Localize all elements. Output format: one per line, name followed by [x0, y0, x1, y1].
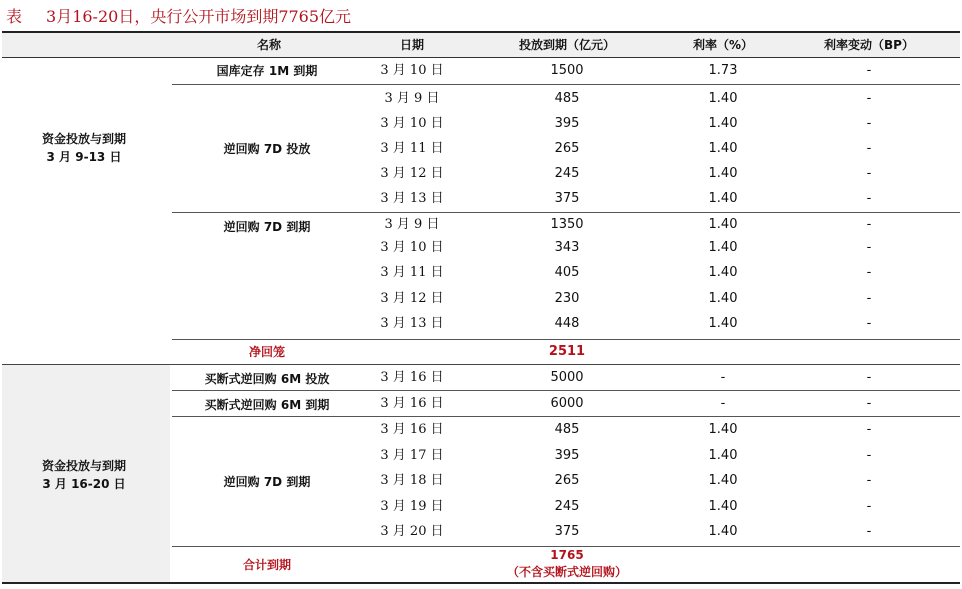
cell-amount: 343: [554, 240, 580, 255]
cell-date: 3 月 9 日: [384, 217, 440, 232]
cell-rate: -: [720, 396, 726, 411]
name-total-maturity: 合计到期: [242, 558, 291, 572]
section-1-label-line1: 资金投放与到期: [41, 132, 126, 146]
cell-bp: -: [866, 116, 872, 131]
cell-bp: -: [866, 524, 872, 539]
name-net-withdrawal: 净回笼: [248, 345, 285, 359]
section-2-label-line2: 3 月 16-20 日: [42, 477, 126, 491]
cell-date: 3 月 16 日: [380, 422, 444, 437]
cell-rate: 1.40: [708, 499, 738, 514]
cell-rate: 1.40: [708, 141, 738, 156]
cell-amount: 6000: [550, 396, 584, 411]
header-rate: 利率（%）: [692, 38, 754, 52]
cell-bp: -: [866, 63, 872, 78]
cell-bp: -: [866, 370, 872, 385]
cell-bp: -: [866, 396, 872, 411]
cell-date: 3 月 11 日: [380, 141, 444, 156]
cell-amount: 5000: [550, 370, 584, 385]
cell-date: 3 月 11 日: [380, 265, 444, 280]
cell-rate: 1.40: [708, 524, 738, 539]
name-outright-repo-maturity: 买断式逆回购 6M 到期: [204, 398, 330, 412]
cell-date: 3 月 16 日: [380, 396, 444, 411]
cell-date: 3 月 10 日: [380, 240, 444, 255]
cell-date: 3 月 13 日: [380, 316, 444, 331]
cell-bp: -: [866, 316, 872, 331]
section-1-cell: [0, 58, 168, 364]
header-amount: 投放到期（亿元）: [518, 38, 615, 52]
cell-amount: 405: [554, 265, 580, 280]
header-date: 日期: [399, 38, 424, 52]
cell-bp: -: [866, 265, 872, 280]
cell-date: 3 月 9 日: [384, 91, 440, 106]
bottom-rule: [2, 582, 960, 584]
cell-amount: 230: [554, 291, 580, 306]
cell-amount: 265: [554, 473, 580, 488]
cell-bp: -: [866, 240, 872, 255]
group-divider: [172, 84, 960, 85]
cell-amount: 245: [554, 499, 580, 514]
cell-bp: -: [866, 473, 872, 488]
cell-rate: 1.40: [708, 217, 738, 232]
section-2-label-line1: 资金投放与到期: [41, 459, 126, 473]
cell-bp: -: [866, 191, 872, 206]
cell-date: 3 月 20 日: [380, 524, 444, 539]
cell-rate: 1.40: [708, 191, 738, 206]
cell-amount: 245: [554, 166, 580, 181]
cell-amount: 485: [554, 91, 580, 106]
name-reverse-repo-maturity: 逆回购 7D 到期: [223, 220, 311, 234]
cell-amount: 448: [554, 316, 580, 331]
cell-rate: 1.40: [708, 473, 738, 488]
cell-rate: 1.40: [708, 291, 738, 306]
cell-bp: -: [866, 422, 872, 437]
table-header: [2, 33, 960, 58]
total-amount: 1765: [550, 548, 584, 562]
cell-date: 3 月 17 日: [380, 448, 444, 463]
cell-rate: -: [720, 370, 726, 385]
cell-date: 3 月 10 日: [380, 116, 444, 131]
header-name: 名称: [256, 38, 281, 52]
name-outright-repo-injection: 买断式逆回购 6M 投放: [204, 372, 330, 386]
name-reverse-repo-maturity-2: 逆回购 7D 到期: [223, 475, 311, 489]
cell-amount: 375: [554, 191, 580, 206]
cell-amount: 375: [554, 524, 580, 539]
cell-bp: -: [866, 499, 872, 514]
cell-amount: 395: [554, 116, 580, 131]
cell-bp: -: [866, 448, 872, 463]
cell-bp: -: [866, 141, 872, 156]
section-1-label-line2: 3 月 9-13 日: [46, 150, 122, 164]
cell-bp: -: [866, 91, 872, 106]
table-label: 表: [6, 7, 23, 26]
cell-date: 3 月 12 日: [380, 291, 444, 306]
cell-amount: 1500: [550, 63, 584, 78]
cell-rate: 1.40: [708, 422, 738, 437]
cell-rate: 1.40: [708, 316, 738, 331]
cell-date: 3 月 13 日: [380, 191, 444, 206]
cell-rate: 1.40: [708, 116, 738, 131]
cell-net-amount: 2511: [548, 344, 586, 359]
cell-bp: -: [866, 291, 872, 306]
cell-rate: 1.40: [708, 91, 738, 106]
cell-bp: -: [866, 166, 872, 181]
cell-date: 3 月 18 日: [380, 473, 444, 488]
cell-date: 3 月 16 日: [380, 370, 444, 385]
name-reverse-repo-injection: 逆回购 7D 投放: [223, 142, 311, 156]
cell-amount: 395: [554, 448, 580, 463]
cell-amount: 1350: [550, 217, 584, 232]
header-bp: 利率变动（BP）: [824, 38, 914, 52]
cell-amount: 485: [554, 422, 580, 437]
section-1-label: [0, 130, 168, 166]
cell-date: 3 月 10 日: [380, 63, 444, 78]
name-treasury-deposit: 国库定存 1M 到期: [216, 64, 318, 78]
cell-bp: -: [866, 217, 872, 232]
cell-rate: 1.40: [708, 265, 738, 280]
cell-amount: 265: [554, 141, 580, 156]
cell-rate: 1.73: [708, 63, 738, 78]
cell-rate: 1.40: [708, 240, 738, 255]
total-note: （不含买断式逆回购）: [506, 565, 627, 579]
group-divider: [172, 546, 960, 547]
cell-date: 3 月 19 日: [380, 499, 444, 514]
section-2-label: [0, 457, 168, 493]
cell-rate: 1.40: [708, 448, 738, 463]
cell-rate: 1.40: [708, 166, 738, 181]
cell-date: 3 月 12 日: [380, 166, 444, 181]
table-title-text: 3月16-20日，央行公开市场到期7765亿元: [46, 7, 352, 26]
table-title: [6, 4, 351, 30]
